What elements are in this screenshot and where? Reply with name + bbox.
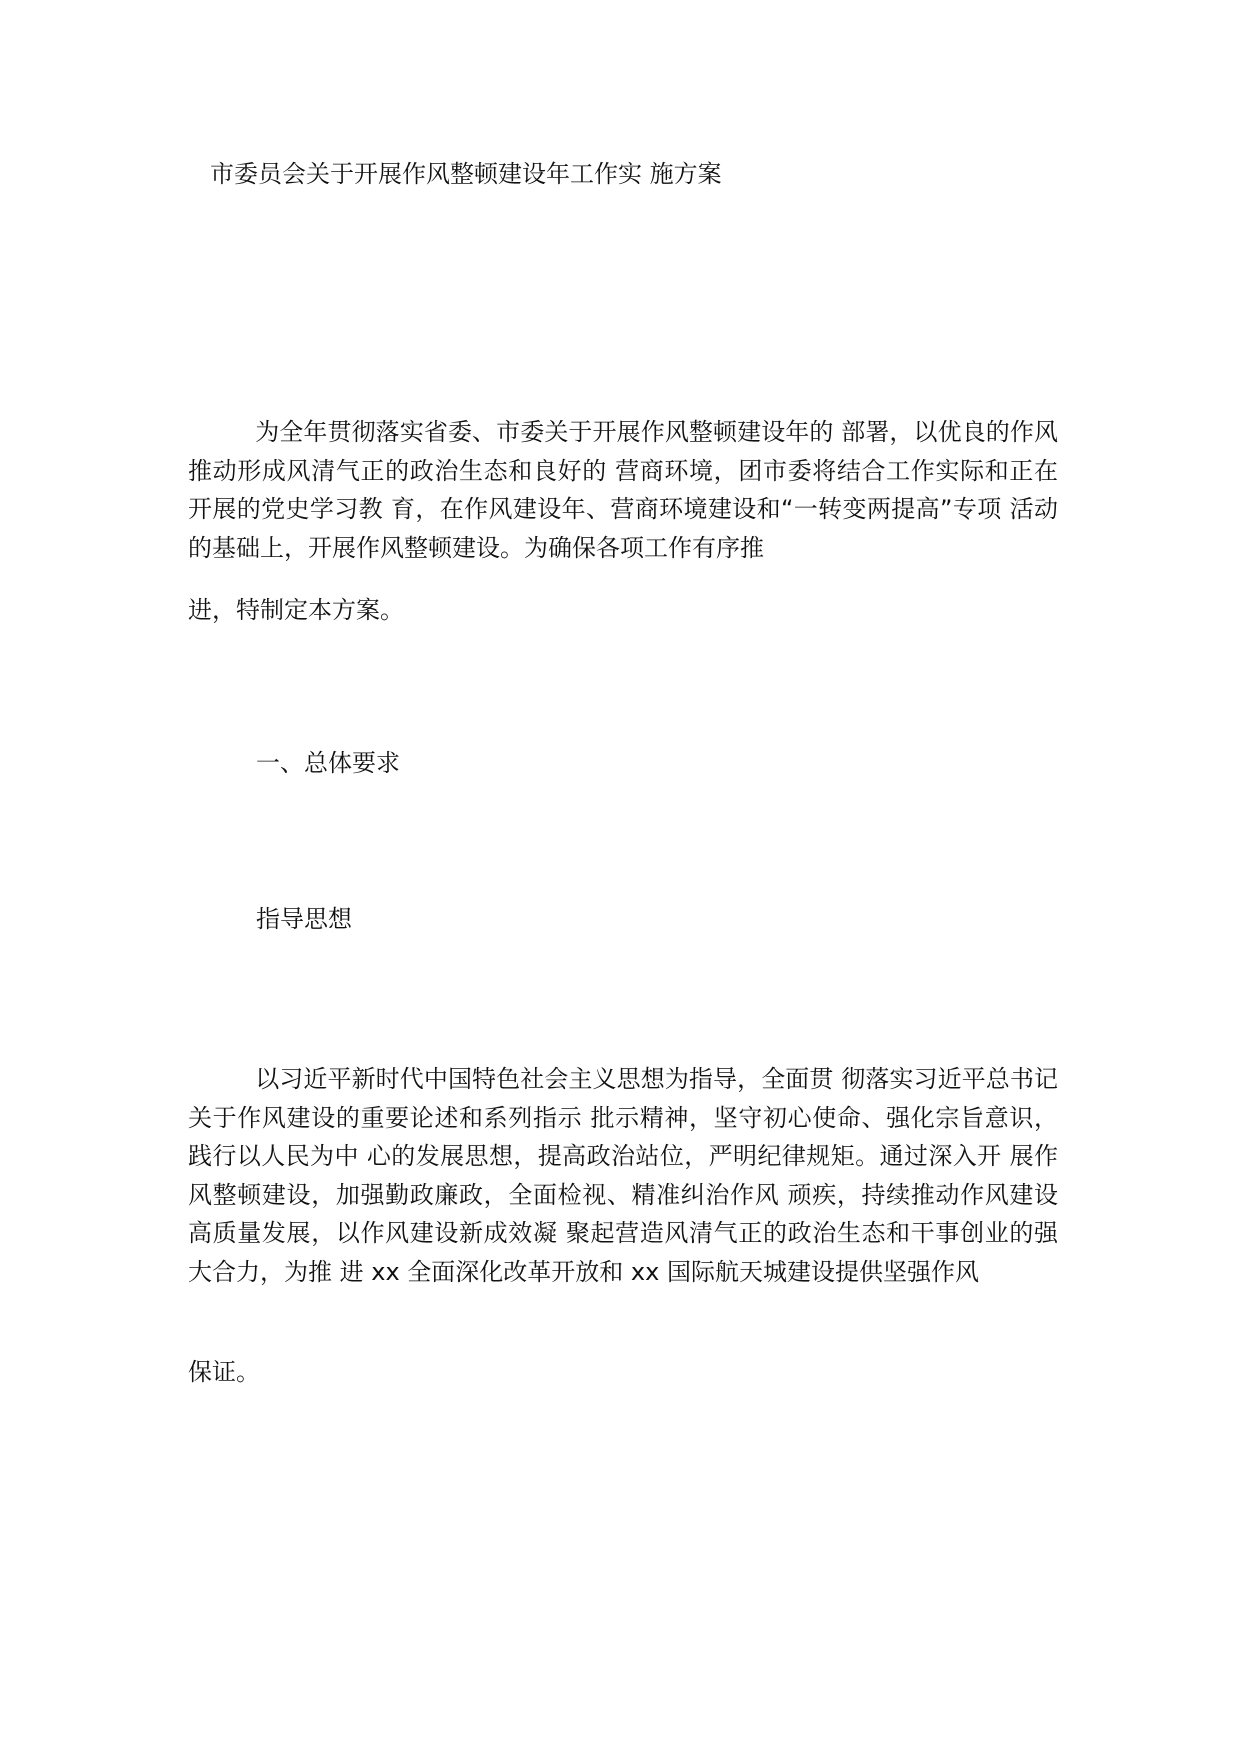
document-title: 市委员会关于开展作风整顿建设年工作实 施方案 bbox=[210, 160, 722, 188]
section-heading-overall-requirements: 一、总体要求 bbox=[256, 749, 400, 777]
subsection-heading-guiding-ideology: 指导思想 bbox=[256, 905, 352, 933]
guiding-ideology-paragraph-tail: 保证。 bbox=[188, 1358, 260, 1386]
intro-paragraph-tail: 进，特制定本方案。 bbox=[188, 596, 404, 624]
intro-paragraph: 为全年贯彻落实省委、市委关于开展作风整顿建设年的 部署，以优良的作风推动形成风清气正的政治生态和良好的 营商环境，团市委将结合工作实际和正在开展的党史学习教 育，在作风建设年、营商环境建设和“一转变两提高”专项 活动的基础上，开展作风整顿建设。为确保各项工作有序推 bbox=[188, 418, 1058, 562]
guiding-ideology-paragraph: 以习近平新时代中国特色社会主义思想为指导，全面贯 彻落实习近平总书记关于作风建设的重要论述和系列指示 批示精神，坚守初心使命、强化宗旨意识，践行以人民为中 心的发展思想，提高政治站位，严明纪律规矩。通过深入开 展作风整顿建设，加强勤政廉政，全面检视、精准纠治作风 顽疾，持续推动作风建设高质量发展，以作风建设新成效凝 聚起营造风清气正的政治生态和干事创业的强大合力，为推 进 xx 全面深化改革开放和 xx 国际航天城建设提供坚强作风 bbox=[188, 1065, 1058, 1286]
